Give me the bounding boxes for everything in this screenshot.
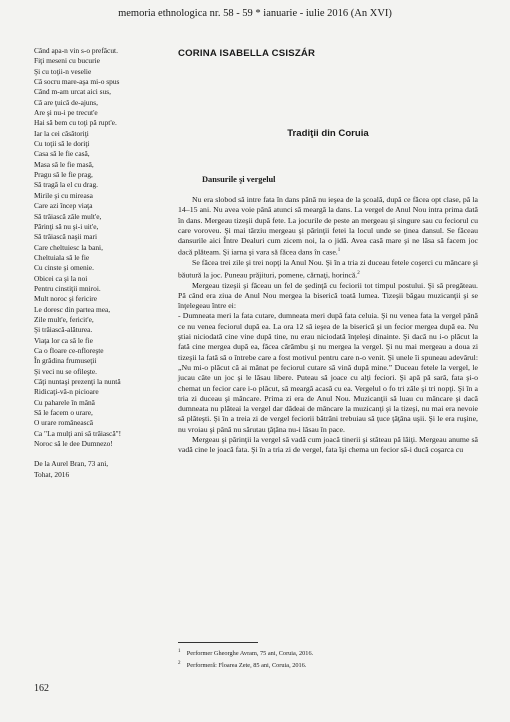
- article-title: Tradiţii din Coruia: [287, 128, 369, 139]
- poem-line: Le doresc din partea mea,: [34, 304, 111, 314]
- poem-attribution: [34, 459, 164, 480]
- poem-line: Masa să le fie masă,: [34, 159, 94, 169]
- author-name: CORINA ISABELLA CSISZÁR: [178, 48, 316, 59]
- footnote: $^1$ Performer Gheorghe Avram, 75 ani, Coruia, 2016.: [178, 649, 314, 658]
- poem-line: Hai să bem cu toţi pă rupt'e.: [34, 118, 117, 128]
- footnote-marker: 2: [357, 270, 360, 276]
- paragraph: Nu era slobod să intre fata în dans până nu ieşea de la şcoală, după ce făcea opt clase, pă la 14–15 ani. Nu avea voie până atunci să meargă la dans. La vergel de Anul Nou intra prima dată în dans. Mergeau tizeşii după fete. La jocurile de peste an mergeau şi singure sau cu feciorul cu care voroveu. Şi mai târziu mergeau şi părinţii fetei la locul unde se ţinea dansul. Se făceau dansurile aici Între Dealuri cum zicem noi, la o jidă. Avea casă mare şi ne lăsa să facem joc dacă plăteam. Şi iarna şi vara să făcea dans în case.$^1$: [178, 195, 478, 258]
- poem-line: Cu paharele în mână: [34, 397, 95, 407]
- paragraph: - Dumneata meri la fata cutare, dumneata meri după fata celuia. Şi nu venea fata la vergel până ce nu venea feciorul după ea. La ora 12 să ieşea de la biserică şi un fecior mergea după ea. Nu ştiai niciodată cine vine după tine, nu erau niciodată înţeleşi dinainte. Şi dacă nu i-o plăcut la fată cine mergea după ea, făcea cărămbu şi nu mergea la vergel. Şi nu mai mergeau a doua zi tizeşii la fată să o întrebe care a fost motivul pentru care n-o venit. Şi unele îi spuneau adevărul: „Nu mi-o plăcut că ai mânat pe feciorul cutare să vină după mine.” Duceau fetele la vergel, le jucau câte un joc şi le lăsau libere. Puteau să joace cu alţi feciori. Şi apă pă sară, fata şi-o chemat un fecior care i-o plăcut, să meargă acasă cu ea. Vergelul o fo tri zâle şi tri nopţi. Şi în a tria zi duceau şi mâncare. Prima zi era de Anul Nou. Muzicanţii să luau cu mâncare şi dacă dumneata nu plăteai la vergel dar dădeai de mâncare la muzicanţi şi la tizeşi, nu mai era nevoie să plăteşti. Şi în a treia zi de vergel feciorii bătrâni trebuiau să ţuce ţâţâna uşii. Şi le era ruşine, nu vroiau şi până nu sărutau ţâţâna nu-i lăsau în pace.: [178, 311, 478, 434]
- page-number: 162: [34, 683, 49, 694]
- poem-line: Când m-am urcat aici sus,: [34, 87, 111, 97]
- poem-line: Care azi încep viaţa: [34, 201, 93, 211]
- footnotes: [178, 647, 478, 671]
- poem-column: [34, 46, 164, 480]
- poem-line: În grădina frumuseţii: [34, 356, 97, 366]
- footnote-marker: 1: [337, 248, 341, 254]
- poem-line: Obicei ca şi la noi: [34, 273, 88, 283]
- poem-line: Pentru cinstiţii mniroi.: [34, 283, 101, 293]
- poem-line: Are şi nu-i pe trecut'e: [34, 108, 98, 118]
- poem-line: Să trăiască naşii mari: [34, 232, 98, 242]
- poem-line: Ca o floare ce-nfloreşte: [34, 345, 104, 355]
- poem-line: Pragu să le fie prag,: [34, 170, 93, 180]
- poem-line: Fiţi meseni cu bucurie: [34, 56, 100, 66]
- poem-lines: [34, 46, 164, 449]
- footnote-divider: [178, 642, 258, 643]
- footnote: $^2$ Performeră: Floarea Zete, 85 ani, Coruia, 2016.: [178, 660, 307, 669]
- poem-line: Părinţi să nu şi-i uit'e,: [34, 221, 99, 231]
- poem-line: Mult noroc şi fericire: [34, 294, 98, 304]
- poem-line: Iar la cei căsătoriţi: [34, 128, 89, 138]
- attribution-line: Tohat, 2016: [34, 469, 70, 479]
- poem-line: Ridicaţi-vă-n picioare: [34, 387, 99, 397]
- poem-line: Că are ţuică de-ajuns,: [34, 97, 99, 107]
- article-body: [178, 195, 478, 456]
- poem-line: Mirile şi cu mireasa: [34, 190, 93, 200]
- poem-line: O urare românească: [34, 418, 94, 428]
- paragraph: Mergeau şi părinţii la vergel să vadă cum joacă tinerii şi stăteau pă lăiţi. Mergeau anume să vadă cine le joacă fata. Şi în a tria zi de vergel, fata îşi chema un fecior să-i ducă coşarca cu: [178, 435, 478, 455]
- poem-line: Să trăiască zâle mult'e,: [34, 211, 102, 221]
- poem-line: Care cheltuiesc la bani,: [34, 242, 103, 252]
- poem-line: Că socru mare-aşa mi-o spus: [34, 77, 120, 87]
- poem-line: Casa să le fie casă,: [34, 149, 90, 159]
- poem-line: Când apa-n vin s-o prefăcut.: [34, 46, 118, 55]
- poem-line: Cheltuiala să le fie: [34, 252, 90, 262]
- section-heading: Dansurile şi vergelul: [202, 175, 276, 184]
- poem-line: Să tragă la el cu drag.: [34, 180, 99, 190]
- poem-line: Cu cinste şi omenie.: [34, 263, 94, 273]
- running-header: memoria ethnologica nr. 58 - 59 * ianuarie - iulie 2016 (An XVI): [118, 8, 392, 19]
- poem-line: Şi veci nu se ofileşte.: [34, 366, 98, 376]
- paragraph: Se făcea trei zile şi trei nopţi la Anul Nou. Şi în a tria zi duceau fetele coşerci cu mâncare şi băutură la joc. Puneau prăjituri, pomene, cărnaţi, horincă.$^2$: [178, 258, 478, 280]
- poem-line: Zile mult'e, fericit'e,: [34, 314, 94, 324]
- attribution-line: De la Aurel Bran, 73 ani,: [34, 459, 109, 469]
- poem-line: Să le facem o urare,: [34, 408, 93, 418]
- poem-line: Viaţa lor ca să le fie: [34, 335, 93, 345]
- paragraph: Mergeau tizeşii şi făceau un fel de şedinţă cu feciorii tot timpul postului. Şi să pregăteau. Pă când era ziua de Anul Nou mergea la biserică toată lumea. Tizeşii băgau muzicanţii şi se înţelegeau între ei:: [178, 280, 478, 311]
- poem-line: Câţi nuntaşi prezenţi la nuntă: [34, 377, 121, 386]
- poem-line: Noroc să le dee Dumnezo!: [34, 439, 113, 449]
- poem-line: Şi trăiască-alăturea.: [34, 325, 93, 335]
- poem-line: Cu toţii să le doriţi: [34, 139, 90, 149]
- poem-line: Şi cu toţii-n veselie: [34, 66, 92, 76]
- poem-line: Ca "La mulţi ani să trăiască"!: [34, 428, 122, 438]
